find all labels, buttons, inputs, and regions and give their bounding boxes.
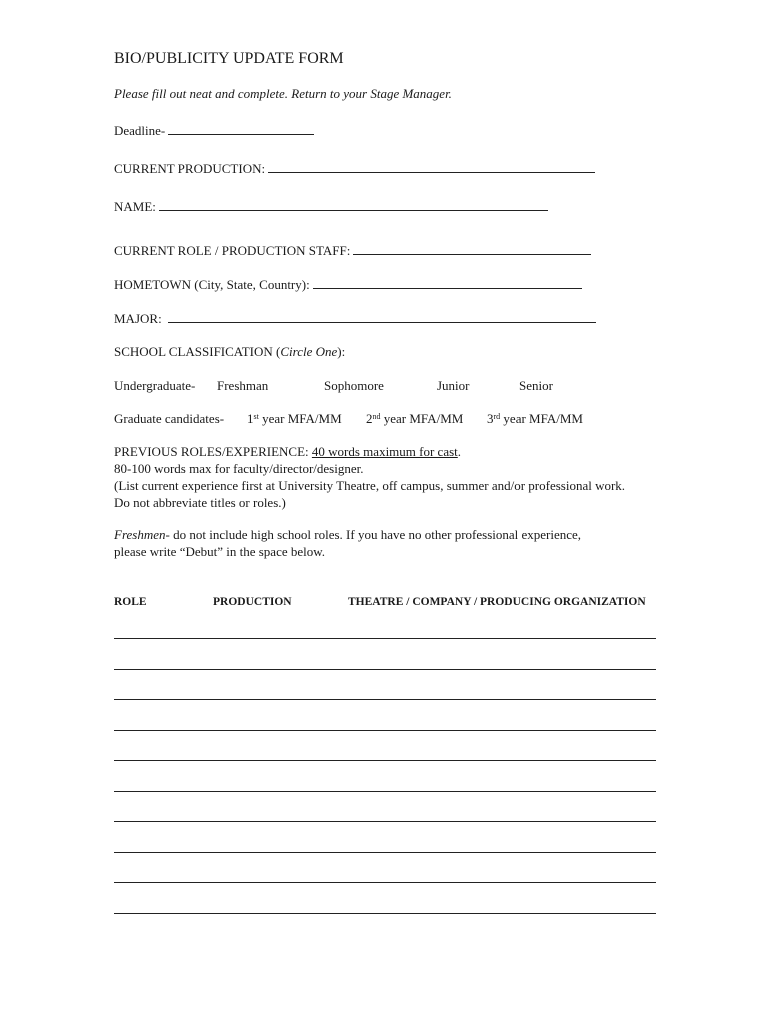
hometown-label: HOMETOWN (City, State, Country):	[114, 277, 310, 292]
option-num: 3	[487, 411, 494, 426]
experience-line-3: (List current experience first at University Theatre, off campus, summer and/or professional work.	[114, 478, 626, 493]
option-suffix: st	[253, 412, 259, 421]
experience-entry-line[interactable]	[114, 699, 656, 700]
option-second-year-mfa[interactable]	[366, 411, 463, 427]
option-rest: year MFA/MM	[380, 411, 464, 426]
experience-entry-line[interactable]	[114, 669, 656, 670]
current-production-row	[114, 161, 595, 178]
option-num: 2	[366, 411, 373, 426]
experience-label: PREVIOUS ROLES/EXPERIENCE:	[114, 444, 312, 459]
freshmen-note-line-1	[114, 527, 581, 544]
option-sophomore[interactable]: Sophomore	[324, 378, 384, 393]
major-row	[114, 311, 596, 328]
option-rest: year MFA/MM	[500, 411, 583, 426]
experience-line-1	[114, 444, 461, 461]
major-label: MAJOR:	[114, 311, 162, 326]
experience-entry-line[interactable]	[114, 730, 656, 731]
experience-line-2: 80-100 words max for faculty/director/designer.	[114, 461, 364, 476]
hometown-field[interactable]	[313, 277, 582, 289]
experience-entry-line[interactable]	[114, 852, 656, 853]
hometown-row	[114, 277, 582, 294]
experience-entry-line[interactable]	[114, 791, 656, 792]
deadline-field[interactable]	[168, 123, 314, 135]
experience-entry-line[interactable]	[114, 821, 656, 822]
experience-entry-line[interactable]	[114, 913, 656, 914]
classification-heading	[114, 344, 345, 361]
name-label: NAME:	[114, 199, 156, 214]
major-field[interactable]	[168, 311, 596, 323]
option-num: 1	[247, 411, 254, 426]
period: .	[457, 444, 462, 459]
classification-label: SCHOOL CLASSIFICATION (	[114, 344, 281, 359]
column-header-theatre: THEATRE / COMPANY / PRODUCING ORGANIZATION	[348, 596, 646, 608]
option-suffix: rd	[493, 412, 501, 421]
option-suffix: nd	[372, 412, 381, 421]
deadline-row	[114, 123, 314, 140]
freshmen-note-line-2: please write “Debut” in the space below.	[114, 544, 326, 559]
name-field[interactable]	[159, 199, 548, 211]
option-freshman[interactable]: Freshman	[217, 378, 269, 393]
current-role-field[interactable]	[353, 243, 591, 255]
column-header-production: PRODUCTION	[213, 596, 292, 608]
form-instructions: Please fill out neat and complete. Return to your Stage Manager.	[114, 86, 452, 101]
experience-line-4: Do not abbreviate titles or roles.)	[114, 495, 286, 510]
cast-limit-note: 40 words maximum for cast	[311, 444, 458, 459]
option-senior[interactable]: Senior	[519, 378, 553, 393]
column-header-role: ROLE	[114, 596, 147, 608]
current-role-row	[114, 243, 591, 260]
option-junior[interactable]: Junior	[437, 378, 470, 393]
experience-entry-line[interactable]	[114, 882, 656, 883]
graduate-label: Graduate candidates-	[114, 411, 225, 426]
experience-entry-line[interactable]	[114, 760, 656, 761]
freshmen-label: Freshmen	[114, 527, 166, 542]
option-third-year-mfa[interactable]	[487, 411, 583, 427]
classification-label-end: ):	[337, 344, 346, 359]
experience-entry-line[interactable]	[114, 638, 656, 639]
undergraduate-label: Undergraduate-	[114, 378, 196, 393]
deadline-label: Deadline-	[114, 123, 166, 138]
freshmen-note-text: - do not include high school roles. If you have no other professional experience,	[165, 527, 582, 542]
name-row	[114, 199, 548, 216]
option-first-year-mfa[interactable]	[247, 411, 342, 427]
current-production-label: CURRENT PRODUCTION:	[114, 161, 266, 176]
circle-one-note: Circle One	[280, 344, 338, 359]
option-rest: year MFA/MM	[258, 411, 342, 426]
form-title: BIO/PUBLICITY UPDATE FORM	[114, 50, 344, 67]
current-role-label: CURRENT ROLE / PRODUCTION STAFF:	[114, 243, 351, 258]
current-production-field[interactable]	[268, 161, 595, 173]
